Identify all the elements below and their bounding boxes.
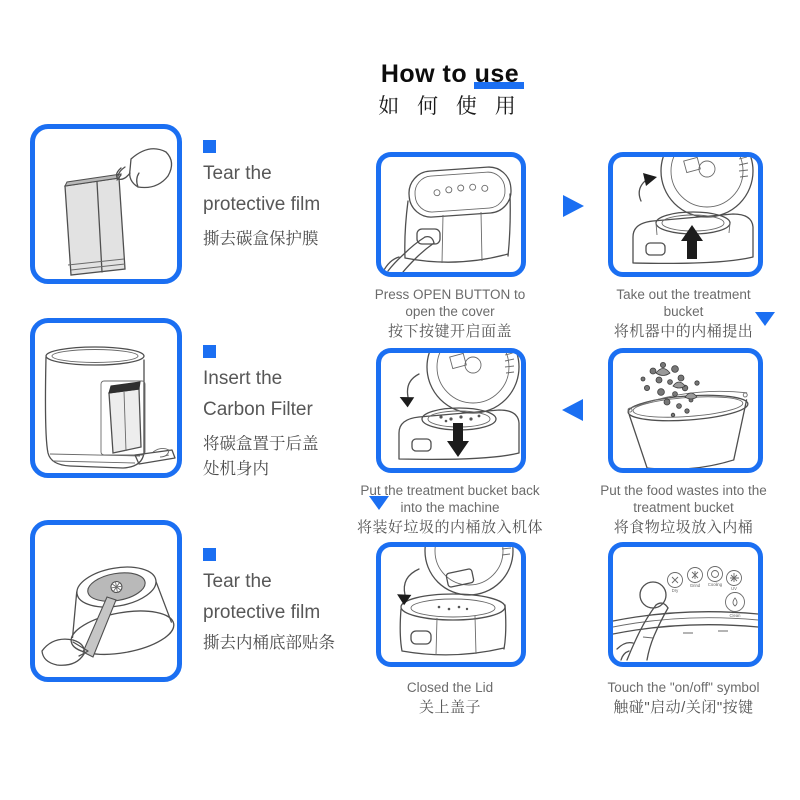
put-bucket-back-image — [376, 348, 526, 473]
step-bullet-square — [203, 140, 216, 153]
carbon-filter-film-image — [30, 124, 182, 284]
bucket-bottom-strip-image — [30, 520, 182, 682]
insert-carbon-filter-sketch — [35, 323, 177, 473]
caption-touch-power — [596, 679, 771, 716]
food-into-bucket-image — [608, 348, 763, 473]
caption-close-lid-chinese: 关上盖子 — [418, 699, 481, 716]
caption-put-food-line1: Put the food wastes into the — [600, 483, 767, 498]
caption-put-food-chinese: 将食物垃圾放入内桶 — [613, 519, 754, 536]
caption-put-back-line1: Put the treatment bucket back — [360, 483, 540, 498]
take-out-bucket-image — [608, 152, 763, 277]
arrow-down-icon — [755, 312, 775, 326]
caption-put-back-line2: into the machine — [400, 500, 500, 515]
page-title — [340, 60, 560, 89]
arrow-right-icon — [563, 195, 584, 217]
caption-press-open-line1: Press OPEN BUTTON to — [374, 287, 526, 302]
touch-power-image — [608, 542, 763, 667]
caption-take-out-chinese: 将机器中的内桶提出 — [613, 323, 754, 340]
step-bullet-square — [203, 548, 216, 561]
take-out-bucket-sketch — [613, 157, 758, 272]
caption-take-out — [596, 286, 771, 340]
step2-title-line1: Insert the — [203, 368, 283, 389]
caption-press-open-chinese: 按下按键开启面盖 — [387, 323, 512, 340]
step1-title-line1: Tear the — [203, 163, 272, 184]
caption-put-food-line2: treatment bucket — [633, 500, 734, 515]
touch-power-panel-sketch — [613, 547, 758, 662]
page-title-prefix: How to — [380, 60, 475, 88]
panel-label-dry: Dry — [671, 588, 679, 593]
tear-bucket-strip-sketch — [35, 525, 177, 677]
step1-title-line2: protective film — [203, 194, 321, 215]
step3-title-line1: Tear the — [203, 571, 272, 592]
press-open-button-sketch — [381, 157, 521, 272]
step3-title-chinese: 撕去内桶底部贴条 — [203, 634, 335, 652]
press-open-button-image — [376, 152, 526, 277]
panel-label-uv: UV — [731, 586, 737, 591]
step3-title-line2: protective film — [203, 602, 321, 623]
page-title-chinese: 如 何 使 用 — [378, 95, 522, 118]
arrow-down-icon — [369, 496, 389, 510]
caption-take-out-line1: Take out the treatment bucket — [616, 287, 751, 319]
step-bullet-square — [203, 345, 216, 358]
close-lid-image — [376, 542, 526, 667]
panel-label-grind: Grind — [689, 583, 701, 588]
caption-close-lid — [352, 679, 548, 716]
step2-title-chinese — [203, 432, 373, 482]
caption-close-lid-line1: Closed the Lid — [406, 680, 494, 695]
step1-title — [203, 158, 373, 220]
close-lid-sketch — [381, 547, 521, 662]
step2-chinese-line2: 处机身内 — [203, 460, 269, 478]
step3-title — [203, 566, 373, 628]
panel-label-cooling: Cooling — [707, 582, 723, 587]
step1-title-chinese: 撕去碳盒保护膜 — [203, 230, 319, 248]
put-bucket-back-sketch — [381, 353, 521, 468]
panel-label-clean: Clean — [729, 613, 741, 618]
food-into-bucket-sketch — [613, 353, 758, 468]
page-title-highlight: use — [474, 60, 520, 88]
tear-carbon-filter-film-sketch — [35, 129, 177, 279]
caption-touch-power-line1: Touch the "on/off" symbol — [607, 680, 760, 695]
step2-title — [203, 363, 373, 425]
arrow-left-icon — [562, 399, 583, 421]
caption-put-back-chinese: 将装好垃圾的内桶放入机体 — [356, 519, 543, 536]
caption-touch-power-chinese: 触碰"启动/关闭"按键 — [613, 699, 754, 716]
step2-chinese-line1: 将碳盒置于后盖 — [203, 435, 319, 453]
step2-title-line2: Carbon Filter — [203, 399, 313, 420]
caption-press-open-line2: open the cover — [405, 304, 495, 319]
caption-press-open — [352, 286, 548, 340]
insert-carbon-filter-image — [30, 318, 182, 478]
caption-put-food — [596, 482, 771, 536]
